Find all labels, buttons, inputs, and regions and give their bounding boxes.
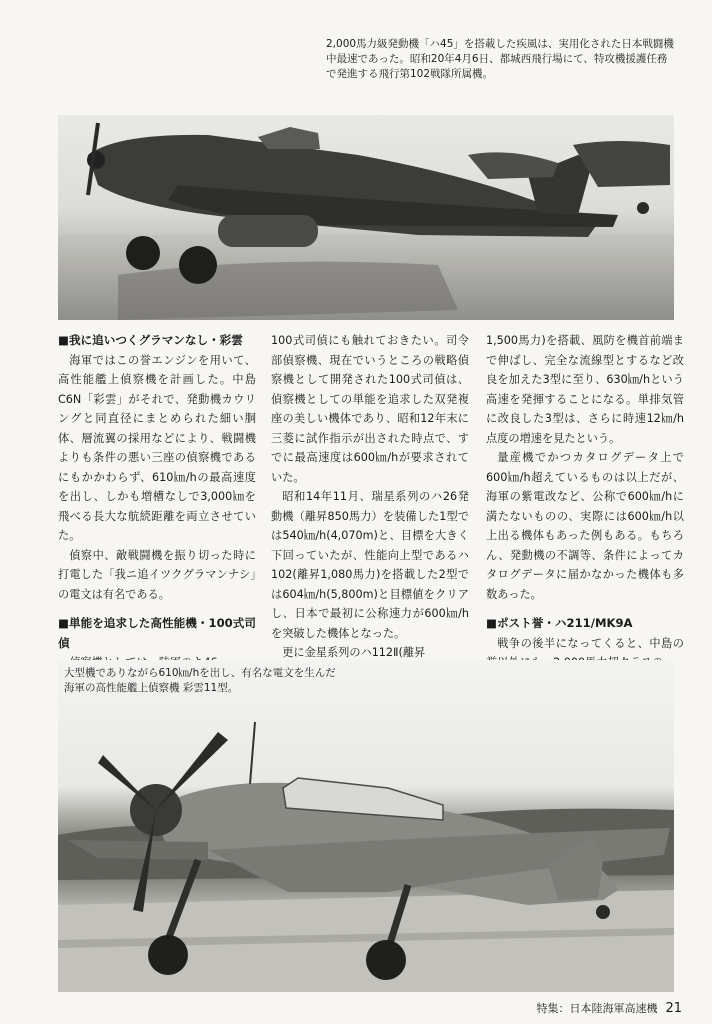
paragraph: 100式司偵にも触れておきたい。司令部偵察機、現在でいうところの戦略偵察機として開発された100式司偵は、偵察機としての単能を追求した双発複座の美しい機体であり、昭和12年末に三菱に試作指示が出された時点で、すでに最高速度は600㎞/hが要求されていた。 [271, 334, 469, 484]
paragraph: 偵察中、敵戦闘機を振り切った時に打電した「我ニ追イツクグラマンナシ」の電文は有名である。 [58, 548, 256, 601]
text-column-1 [58, 331, 256, 673]
section-heading-post-homare: ■ポスト誉・ハ211/MK9A [486, 616, 633, 630]
photo-saiun-aircraft [58, 660, 674, 992]
photo-caption-saiun: 大型機でありながら610㎞/hを出し、有名な電文を生んだ 海軍の高性能艦上偵察機 彩雲11型。 [64, 667, 336, 694]
saiun-aircraft-illustration [58, 660, 674, 992]
paragraph: 1,500馬力)を搭載、風防を機首前端まで伸ばし、完全な流線型とするなど改良を加えた3型に至り、630㎞/hという高速を発揮することになる。単排気管に改良した3型は、さらに時速12㎞/h点度の増速を見たという。 [486, 334, 684, 445]
paragraph: 海軍ではこの誉エンジンを用いて、高性能艦上偵察機を計画した。中島C6N「彩雲」がそれで、発動機カウリングと同直径にまとめられた細い胴体、層流翼の採用などにより、戦闘機よりも条件の悪い三座の偵察機であるにもかかわらず、610㎞/hの最高速度を出し、しかも増槽なしで3,000㎞を飛べる長大な航続距離を両立させていた。 [58, 353, 256, 542]
paragraph: 戦争の後半になってくると、中島の [497, 636, 684, 650]
paragraph: 更に金星系列のハ112Ⅱ(離昇 [282, 646, 426, 659]
photo-caption-top: 2,000馬力級発動機「ハ45」を搭載した疾風は、実用化された日本戦闘機 中最速であった。昭和20年4月6日、都城西飛行場にて、特攻機援護任務 で発進する飛行第102戦隊所属機。 [326, 38, 674, 80]
section-heading-saiun: ■我に追いつくグラマンなし・彩雲 [58, 333, 243, 347]
text-column-2 [271, 331, 469, 663]
paragraph: 量産機でかつカタログデータ上で600㎞/h超えているものは以上だが、海軍の紫電改など、公称で600㎞/hに満たないものの、実際には600㎞/h以上出る機体もあった例もある。もちろん、発動機の不調等、条件によってカタログデータに届かなかった機体も多数あった。 [486, 451, 684, 601]
paragraph: 昭和14年11月、瑞星系列のハ26発動機（離昇850馬力）を装備した1型では540㎞/h(4,070m)と、目標を大きく下回っていたが、性能向上型であるハ102(離昇1,080馬力)を搭載した2型では604㎞/h(5,800m)と目標値をクリアし、日本で最初に公称速力が600㎞/hを突破した機体となった。 [271, 490, 469, 640]
photo-hayate-fighters [58, 115, 674, 320]
text-column-3 [486, 331, 684, 673]
page-number: 21 [665, 1001, 682, 1016]
fighter-aircraft-illustration [58, 115, 674, 320]
section-heading-100-shitei: ■単能を追求した高性能機・100式司偵 [58, 616, 256, 650]
page-footer [536, 1000, 682, 1016]
footer-feature-label: 特集：日本陸海軍高速機 [536, 1002, 658, 1015]
